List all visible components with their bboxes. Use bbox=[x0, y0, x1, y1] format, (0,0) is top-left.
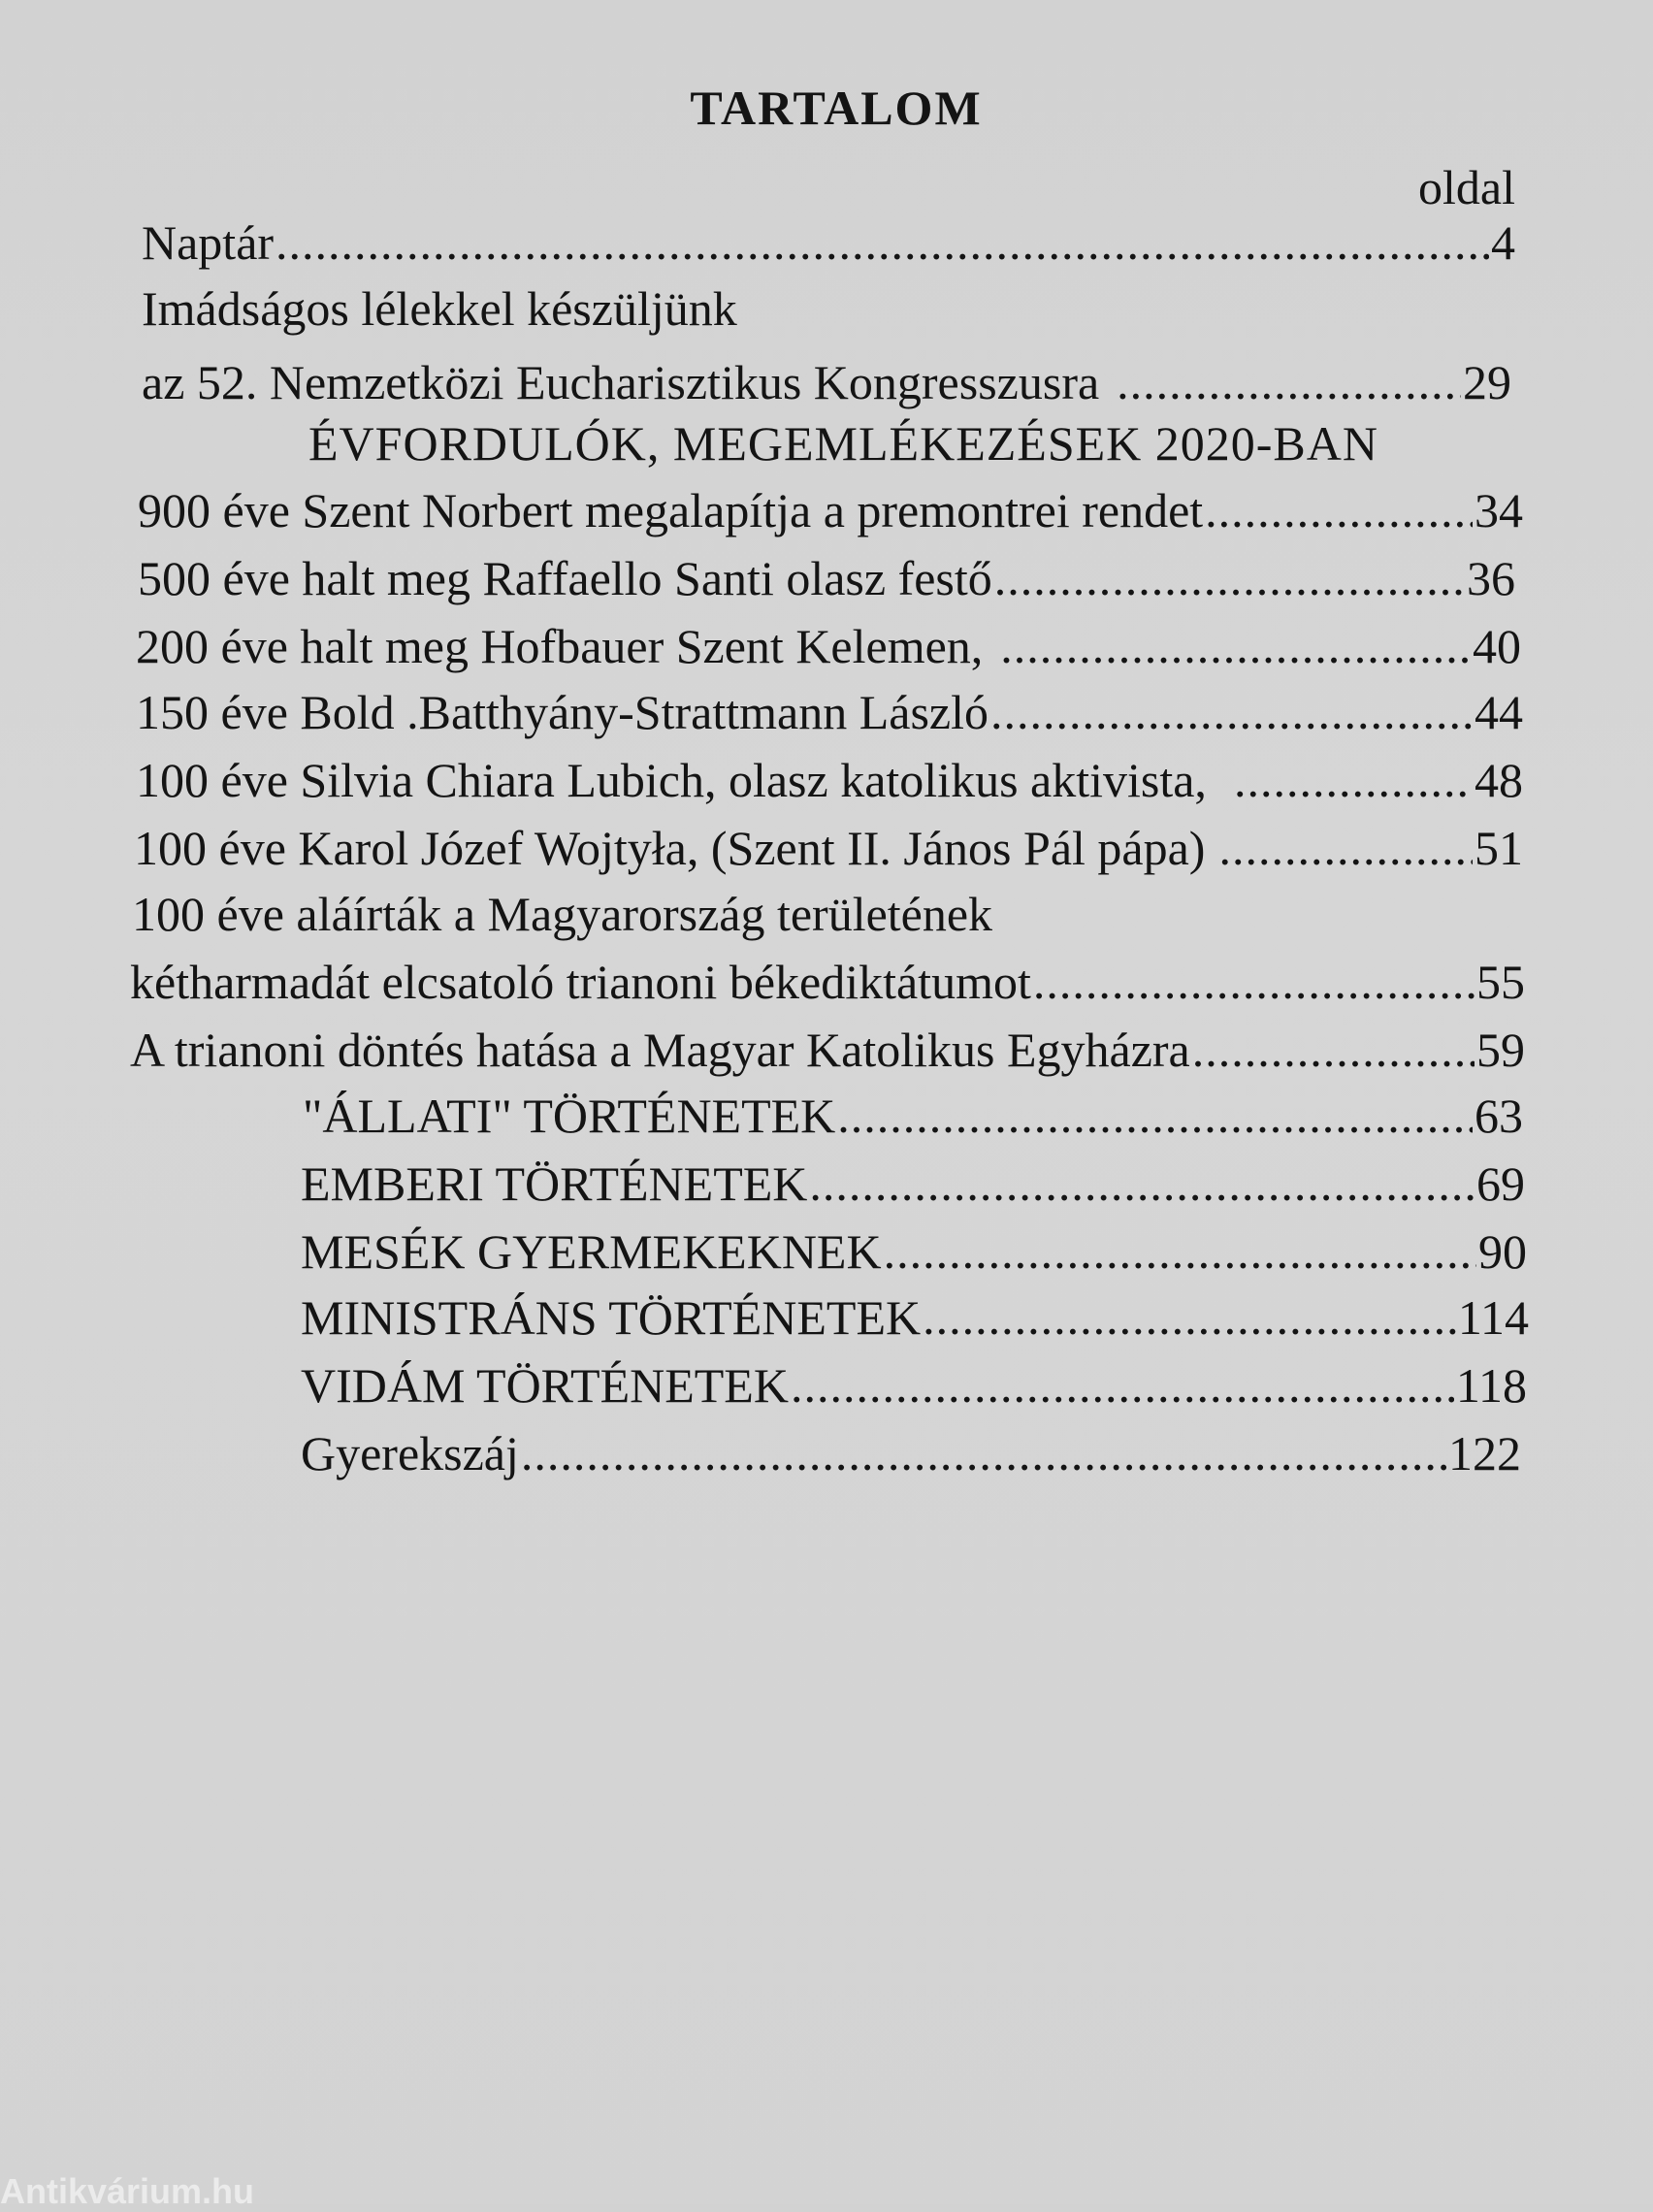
toc-entry bbox=[301, 1222, 1527, 1281]
toc-entry-page: 36 bbox=[1467, 551, 1515, 605]
leader-dots bbox=[521, 1424, 1446, 1482]
toc-entry-label: Gyerekszáj bbox=[301, 1426, 519, 1480]
toc-entry-line: 100 éve aláírták a Magyarország területének bbox=[132, 887, 993, 941]
toc-entry-page: 63 bbox=[1475, 1089, 1523, 1143]
watermark: Antikvárium.hu bbox=[0, 2171, 255, 2211]
leader-dots bbox=[1033, 953, 1475, 1011]
leader-dots bbox=[1000, 617, 1471, 675]
toc-entry-kongresszus bbox=[142, 353, 1511, 411]
toc-entry bbox=[136, 683, 1523, 741]
toc-entry-page: 44 bbox=[1475, 685, 1523, 739]
toc-entry bbox=[130, 953, 1525, 1011]
toc-entry bbox=[138, 481, 1523, 539]
toc-entry-label: VIDÁM TÖRTÉNETEK bbox=[301, 1358, 789, 1413]
toc-entry-page: 34 bbox=[1475, 483, 1523, 537]
leader-dots bbox=[791, 1356, 1454, 1415]
toc-entry bbox=[130, 1021, 1525, 1079]
toc-entry-label: 900 éve Szent Norbert megalapítja a premontrei rendet bbox=[138, 483, 1204, 537]
toc-entry-page: 59 bbox=[1476, 1023, 1525, 1077]
toc-entry-label: kétharmadát elcsatoló trianoni békediktátumot bbox=[130, 955, 1031, 1009]
toc-entry-page: 122 bbox=[1448, 1426, 1521, 1480]
toc-entry-page: 29 bbox=[1463, 355, 1511, 409]
toc-entry-naptar bbox=[142, 213, 1515, 272]
page-column-label: oldal bbox=[1418, 160, 1515, 214]
leader-dots bbox=[1192, 1021, 1475, 1079]
toc-entry-label: EMBERI TÖRTÉNETEK bbox=[301, 1156, 808, 1211]
toc-entry-label: 500 éve halt meg Raffaello Santi olasz festő bbox=[138, 551, 992, 605]
toc-entry bbox=[136, 617, 1521, 675]
toc-entry-label: Naptár bbox=[142, 215, 275, 270]
toc-entry-label: 200 éve halt meg Hofbauer Szent Kelemen, bbox=[136, 619, 984, 673]
toc-entry-line: Imádságos lélekkel készüljünk bbox=[142, 281, 737, 336]
toc-entry-page: 118 bbox=[1455, 1358, 1527, 1413]
toc-entry-label: az 52. Nemzetközi Eucharisztikus Kongresszusra bbox=[142, 355, 1100, 409]
leader-dots bbox=[1205, 481, 1473, 539]
leader-dots bbox=[837, 1087, 1473, 1145]
leader-dots bbox=[1218, 819, 1473, 877]
toc-entry-label: "ÁLLATI" TÖRTÉNETEK bbox=[303, 1089, 836, 1143]
leader-dots bbox=[276, 213, 1489, 272]
toc-entry-label: MESÉK GYERMEKEKNEK bbox=[301, 1224, 882, 1279]
leader-dots bbox=[809, 1155, 1475, 1213]
toc-entry-page: 114 bbox=[1457, 1290, 1529, 1345]
leader-dots bbox=[990, 683, 1473, 741]
toc-entry bbox=[138, 549, 1515, 607]
leader-dots bbox=[1117, 353, 1461, 411]
leader-dots bbox=[1234, 751, 1473, 809]
leader-dots bbox=[884, 1222, 1476, 1281]
leader-dots bbox=[994, 549, 1465, 607]
toc-entry bbox=[136, 751, 1523, 809]
toc-entry-page: 51 bbox=[1475, 821, 1523, 875]
toc-entry-label: 150 éve Bold .Batthyány-Strattmann László bbox=[136, 685, 989, 739]
toc-entry-page: 48 bbox=[1475, 753, 1523, 807]
toc-entry-label: A trianoni döntés hatása a Magyar Katolikus Egyházra bbox=[130, 1023, 1190, 1077]
section-heading: ÉVFORDULÓK, MEGEMLÉKEZÉSEK 2020-BAN bbox=[308, 416, 1378, 471]
toc-entry bbox=[301, 1155, 1525, 1213]
leader-dots bbox=[923, 1288, 1456, 1347]
toc-entry bbox=[303, 1087, 1523, 1145]
toc-entry-page: 55 bbox=[1476, 955, 1525, 1009]
toc-entry-page: 4 bbox=[1491, 215, 1515, 270]
toc-entry bbox=[301, 1288, 1529, 1347]
page-title: TARTALOM bbox=[690, 81, 983, 135]
toc-entry bbox=[301, 1356, 1527, 1415]
toc-entry-label: 100 éve Karol Józef Wojtyła, (Szent II. János Pál pápa) bbox=[134, 821, 1206, 875]
toc-entry-page: 40 bbox=[1473, 619, 1521, 673]
toc-entry bbox=[301, 1424, 1521, 1482]
toc-entry-label: 100 éve Silvia Chiara Lubich, olasz katolikus aktivista, bbox=[136, 753, 1207, 807]
toc-entry-page: 90 bbox=[1478, 1224, 1527, 1279]
toc-entry-page: 69 bbox=[1476, 1156, 1525, 1211]
toc-entry-label: MINISTRÁNS TÖRTÉNETEK bbox=[301, 1290, 922, 1345]
toc-entry bbox=[134, 819, 1523, 877]
